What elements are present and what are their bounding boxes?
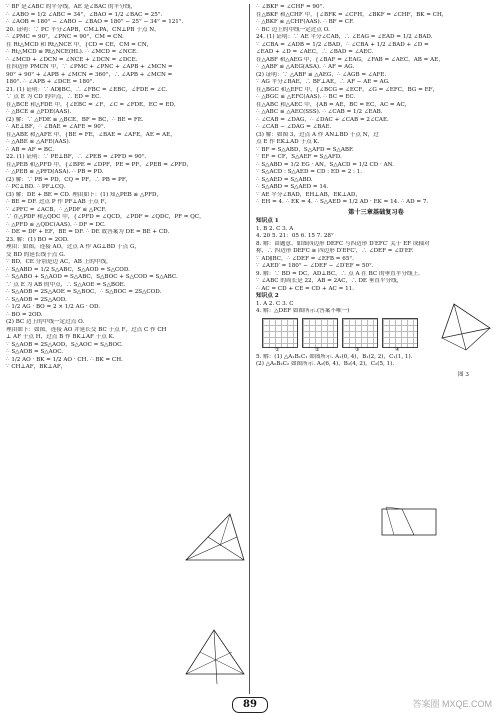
answer-line: ∵ ∠ABC 的周长是 22，AB = 2AC，∴ DE 垂直平分线， bbox=[256, 278, 403, 284]
answer-line: ∴ S△AED = S△ABD. bbox=[256, 176, 313, 183]
answer-line: 在△ABF 和△AEG 中，{∠BAF = ∠EAG，∠FAB = ∠AEC，AB = AE， bbox=[256, 56, 444, 63]
answer-line: (2) △A₂B₂C₂ 如图所示. A₂(6, 4)，B₂(4, 2)，C₂(5, 1). bbox=[256, 361, 395, 367]
answer-line: ∴ EH = 4. ∴ EK = 4. ∴ S△AED = 1/2 AD · EK = 14. ∴ AD = 7. bbox=[256, 199, 429, 205]
grid-figure-4 bbox=[382, 318, 418, 353]
figure-3-label: 图 3 bbox=[458, 372, 469, 378]
answer-line: 在△ABE 和△AFE 中，{BE = FE，∠BAE = ∠AFE，AE = AE， bbox=[6, 131, 176, 138]
answer-line: 交 BD 的延长线于点 G. bbox=[6, 251, 66, 258]
answer-line: ∴ ∠CAB − ∠DAG = ∠BAE. bbox=[256, 124, 332, 130]
answer-line: 1. B 2. C 3. A bbox=[256, 225, 294, 232]
answer-line: ∴ PC⊥BD. ∴ PF⊥CQ. bbox=[6, 184, 66, 190]
answer-line: ⊥ AF 于点 H，过点 B 作 BK⊥AF 于点 K. bbox=[6, 334, 115, 340]
answer-line: (2) 证明：∵ △ABF ≌ △AEG，∴ ∠AGB = ∠AFE. bbox=[256, 71, 387, 78]
answer-line: ∵ ∠CBA = ∠ADB = 1/2 ∠BAD，∴ ∠CBA + 1/2 ∠BAD + ∠D = bbox=[256, 41, 429, 48]
answer-line: 23. 解：(1) BO = 2OD. bbox=[6, 236, 69, 243]
answer-line: 24. (1) 证明：∵ AE 平分∠CAB，∴ ∠EAG = ∠EAD = 1/2 ∠BAD. bbox=[256, 34, 433, 40]
answer-line: ∴ AC = CD + CE = CD + AC = 11. bbox=[256, 285, 354, 292]
answer-line: ∵ AG 平分∠BAE，∴ BF⊥AE，∴ AF − AE = AG. bbox=[256, 79, 390, 85]
answer-line: 4. 20 5. 21：05 6. 15 7. 28° bbox=[256, 233, 334, 239]
answer-line: ∴ ∠CAB = ∠DAG，∴ ∠DAC + ∠CAB = 2∠CAE. bbox=[256, 116, 389, 123]
answer-line: ∵ CH⊥AF，BK⊥AF， bbox=[6, 364, 67, 370]
answer-line: ∵ EF = CF，S△AEF = S△AFD. bbox=[256, 154, 342, 160]
answer-line: ∴ S△AOB = S△AOC. bbox=[6, 349, 64, 355]
answer-line: ∴ S△ABO + S△AOD = S△ABC，S△BOC + S△COD = S△ABC. bbox=[6, 274, 178, 280]
answer-line: 称，∴ 四边形 DEFC ≅ 四边形 D′EFC′，∴ ∠DEF = ∠D′EF. bbox=[256, 248, 414, 254]
answer-line: 5. 解：(1) △A₁B₁C₁ 如图所示. A₁(0, 4)，B₁(2, 2)，C₁(1, 1). bbox=[256, 353, 413, 360]
answer-line: ∵ 在△PDF 和△QDC 中，{∠PFD = ∠QCD，∠PDF = ∠QDC，PF = QC， bbox=[6, 214, 205, 220]
answer-line: 1. A 2. C 3. C bbox=[256, 300, 294, 307]
grid-figure-2 bbox=[302, 318, 338, 353]
knowledge-point-2-label: 知识点 2 bbox=[256, 293, 279, 299]
answer-line: 在四边形 PMCN 中，∵ ∠PMC + ∠PNC + ∠APB + ∠MCN = bbox=[6, 64, 173, 70]
answer-line: ∵ ∠AED′ = 180° − ∠DEF − ∠D′EF = 50°. bbox=[256, 263, 374, 269]
answer-line: 在△ABC 和△AEC 中，{AB = AE，BC = EC，AC = AC， bbox=[256, 101, 411, 108]
answer-line: ∴ AE⊥BF，∴ ∠BAE = ∠AFE = 90°. bbox=[6, 124, 106, 130]
answer-line: ∴ BE = DF. 过点 P 作 PF⊥AB 于点 F， bbox=[6, 199, 110, 205]
answer-line: ∵ BF 是∠ABC 的平分线，AE 是∠BAC 的平分线， bbox=[6, 4, 137, 10]
answer-line: ∴ △ABF ≌ △AEG(ASA). ∴ AF = AG. bbox=[256, 64, 355, 70]
grid-figure-1 bbox=[262, 318, 298, 353]
answer-line: 20. 证明：∵ PC 平分∠APB，CM⊥PA，CN⊥PB 于点 N， bbox=[6, 26, 160, 33]
answer-line: 22. (1) 证明：∵ PE⊥BF，∴ ∠PEB = ∠PFD = 90°. bbox=[6, 154, 147, 160]
answer-line: ∴ 1/2 AO · BK = 1/2 AO · CH. ∴ BK = CH. bbox=[6, 356, 123, 363]
grid-label: ③ bbox=[355, 347, 360, 353]
answer-line: ∵ BD，CE 分别是边 AC，AB 上的中线， bbox=[6, 259, 112, 265]
answer-line: ∴ BC 边上的中线一定过点 O. bbox=[256, 26, 330, 33]
answer-line: ∴ S△AOB = 2S△AOD. bbox=[6, 296, 67, 303]
grid-label: ① bbox=[275, 347, 280, 353]
triangle-figure-1 bbox=[182, 512, 248, 564]
answer-line: ∴ △BKF ≌ △CHF(AAS). ∴ BF = CF. bbox=[256, 19, 354, 25]
answer-line: 180°. ∴ ∠APB + ∠DCE = 180°. bbox=[6, 79, 95, 85]
answer-line: ∴ S△AOB = 2S△AOE = S△BOC，∴ S△BOC = 2S△COD. bbox=[6, 289, 162, 295]
answer-line: ∴ S△ABD = S△AED = 14. bbox=[256, 184, 329, 190]
triangle-figure-2 bbox=[184, 628, 246, 686]
answer-line: 在△BGC 和△EFC 中，{∠BCG = ∠ECF，∠G = ∠EFC，BG = EF， bbox=[256, 86, 439, 93]
chapter-title: 第十三章基础复习卷 bbox=[348, 208, 404, 216]
answer-line: 点 E 作 EK⊥AD 于点 K. bbox=[256, 139, 320, 145]
answer-line: 21. (1) 证明：∵ AD∥BC，∴ ∠FBC = ∠EBC，∠FDE = ∠C. bbox=[6, 86, 168, 93]
answer-line: ∴ S△ABD = 1/2 S△ABC，S△AOD = S△COD. bbox=[6, 266, 130, 273]
column-divider bbox=[249, 4, 250, 694]
answer-line: ∠EAD + ∠D = ∠AEC，∴ ∠BAD = ∠AEC. bbox=[256, 49, 374, 55]
answer-line: ∵ 点 E 为 AB 的中点，∴ S△AOE = S△BOE. bbox=[6, 281, 126, 288]
answer-line: (2) 解：∵ △FDE ≌ △BCE，BF = BC，∴ BE = FE. bbox=[6, 116, 144, 123]
answer-line: ∵ S△AOB = 2S△AOD，S△AOC = S△BOC. bbox=[6, 341, 123, 348]
answer-line: ∴ AB = AF = BC. bbox=[6, 146, 54, 153]
grid-label: ④ bbox=[395, 347, 400, 353]
watermark: 答案圈 MXQE.COM bbox=[412, 699, 492, 709]
grid-label: ② bbox=[315, 347, 320, 353]
figure-3 bbox=[440, 300, 494, 356]
answer-line: (3) 解：如图 3，过点 A 作 AN⊥BD 于点 N，过 bbox=[256, 131, 379, 138]
answer-line: ∵ S△ACD : S△AED = CD : ED = 2 : 1. bbox=[256, 169, 363, 175]
knowledge-point-1-label: 知识点 1 bbox=[256, 218, 279, 224]
answer-line: ∴ △ABC ≌ △AEC(SSS). ∴ ∠CAB = 1/2 ∠EAB. bbox=[256, 109, 383, 115]
answer-line: 4. 解：△DEF 如图所示.(答案不唯一) bbox=[256, 308, 350, 314]
right-answers bbox=[256, 4, 496, 207]
answer-line: ∴ ∠ABO = 1/2 ∠ABC = 34°，∠BAO = 1/2 ∠BAC = 25°. bbox=[6, 11, 163, 18]
answer-line: ∴ Rt△MCD ≌ Rt△NCE(HL). ∴ ∠MCD = ∠NCE. bbox=[6, 49, 138, 55]
answer-line: 在△BCE 和△FDE 中，{∠EBC = ∠F，∠C = ∠FDE，EC = ED， bbox=[6, 101, 180, 108]
answer-line: ∵ 点 E 为 CD 的中点，∴ ED = EC. bbox=[6, 94, 102, 100]
answer-line: (2) BC 边上的中线一定过点 O. bbox=[6, 319, 85, 325]
answer-line: 理由如下：如图，连接 AO 并延长交 BC 于点 F，过点 C 作 CH bbox=[6, 326, 167, 333]
answer-line: ∵ BF = S△ABD，S△AFD = S△ABF. bbox=[256, 146, 354, 153]
answer-line: 在△PEB 和△PFD 中，{∠BPE = ∠DPF，PE = PF，∠PEB = ∠PFD， bbox=[6, 161, 193, 168]
knowledge-point-1-answers bbox=[256, 226, 496, 294]
answer-line: ∵ AE 平分∠BAD，EH⊥AB，EK⊥AD， bbox=[256, 191, 361, 198]
answer-line: (3) 解：DE + BE = CD. 理由如下：(1) 知△PEB ≌ △PFD， bbox=[6, 191, 163, 198]
answer-line: 在 Rt△MCD 和 Rt△NCE 中，{CD = CE，CM = CN， bbox=[6, 41, 153, 48]
answer-line: ∴ △PEB ≌ △PFD(ASA). ∴ PB = PD. bbox=[6, 169, 104, 175]
answer-line: 理由：如图，连接 AO，过点 A 作 AG⊥BD 于点 G， bbox=[6, 244, 141, 250]
answer-line: 90° + 90° + ∠APB + ∠MCN = 360°，∴ ∠APB + ∠MCN = bbox=[6, 71, 173, 78]
answer-line: ∴ BO = 2OD. bbox=[6, 311, 43, 318]
answer-line: 在△BKF 和△CHF 中，{∠BFK = ∠CFH，∠BKF = ∠CHF，BK = CH， bbox=[256, 11, 448, 18]
answer-line: ∴ △BGC ≌ △EFC(AAS). ∴ BC = EC. bbox=[256, 94, 356, 100]
answer-line: (2) 解：∵ PB = PD，CQ = PF，∴ PB = PF， bbox=[6, 176, 132, 183]
answer-line: ∴ ∠MCD + ∠DCN = ∠NCE + ∠DCN = ∠DCE. bbox=[6, 56, 138, 63]
answer-line: ∴ ∠PMC = 90°，∠PNC = 90°，CM = CN. bbox=[6, 34, 124, 40]
answer-line: ∵ ∠PFC = ∠ACB，∴ △PDF ≌ △PCF. bbox=[6, 206, 107, 213]
answer-line: ∵ AD∥BC，∴ ∠DEF = ∠EFB = 65°. bbox=[256, 255, 354, 262]
answer-line: ∴ ∠AOB = 180° − ∠ABO − ∠BAO = 180° − 25° − 34° = 121°. bbox=[6, 19, 184, 25]
answer-line: ∴ △PFD ≌ △QDC(AAS). ∴ DF = DC. bbox=[6, 221, 106, 228]
answer-line: ∴ ∠BKF = ∠CHF = 90°. bbox=[256, 4, 325, 10]
answer-line: ∴ △BCE ≌ △FDE(AAS). bbox=[6, 109, 72, 115]
answer-line: ∴ DE = DF + EF，BE = DF. ∴ DE 故答案为 DE = BE + CD. bbox=[6, 229, 170, 235]
answer-line: 8. 解：由题意，如图四边形 DEFC 与四边形 D′EFC′ 关于 EF 成轴对 bbox=[256, 240, 430, 247]
answer-line: ∴ △ABE ≌ △AFE(AAS). bbox=[6, 139, 71, 145]
answer-line: ∴ S△ABD = 1/2 EG · AN，S△ACD = 1/2 CD · AN. bbox=[256, 161, 394, 168]
answer-line: 9. 解：∵ BD = DC，AD⊥BC，∴ 点 A 在 BC 的垂直平分线上. bbox=[256, 270, 420, 277]
fold-figure bbox=[380, 505, 440, 539]
grid-figure-3 bbox=[342, 318, 378, 353]
page-number: 89 bbox=[232, 697, 268, 713]
left-column bbox=[6, 4, 246, 372]
answer-line: ∴ 1/2 AG · BO = 2 × 1/2 AG · OD. bbox=[6, 304, 101, 310]
